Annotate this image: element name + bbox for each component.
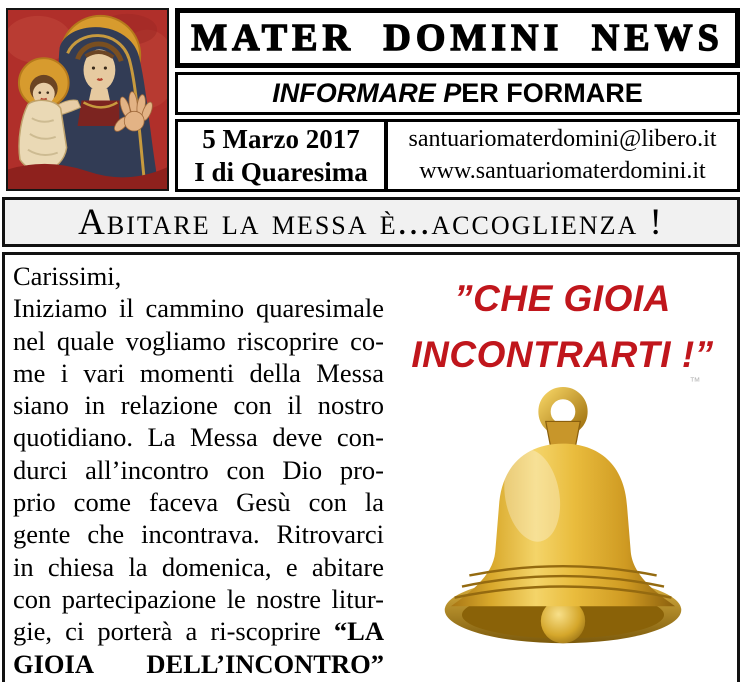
callout-text <box>388 271 737 382</box>
madonna-and-child-image <box>6 8 169 191</box>
article-line: durci all’incontro con Dio pro- <box>13 454 384 485</box>
article-line: quotidiano. La Messa deve con- <box>13 422 384 453</box>
right-column <box>388 255 737 682</box>
issue-date-cell <box>178 122 388 189</box>
headline-banner <box>2 197 740 247</box>
motto-regular-part: ER FORMARE <box>461 78 643 108</box>
article-line: me i vari momenti della Messa <box>13 357 384 388</box>
bell-image-wrap <box>409 376 717 658</box>
article-line: nel quale vogliamo riscoprire co- <box>13 325 384 356</box>
article-line: gente che incontrava. Ritrovarci <box>13 519 384 550</box>
article-line: siano in relazione con il nostro <box>13 390 384 421</box>
newsletter-title: MATER DOMINI NEWS <box>191 17 724 59</box>
liturgical-week: I di Quaresima <box>194 156 368 187</box>
article-line: con partecipazione le nostre litur- <box>13 583 384 614</box>
motto-italic-part: INFORMARE P <box>272 78 462 108</box>
article-section <box>2 252 740 682</box>
article-line: prio come faceva Gesù con la <box>13 487 384 518</box>
issue-info-row <box>175 119 740 192</box>
email-text: santuariomaterdomini@libero.it <box>408 126 717 153</box>
article-line: gie, ci porterà a ri-scoprire “LA <box>13 616 384 647</box>
contact-cell <box>388 122 737 189</box>
article-text <box>5 255 388 682</box>
article-line: in chiesa la domenica, e abitare <box>13 551 384 582</box>
header <box>0 0 743 192</box>
header-right <box>175 8 740 192</box>
newsletter-title-box <box>175 8 740 68</box>
website-text: www.santuariomaterdomini.it <box>419 157 706 184</box>
article-line: Carissimi, <box>13 261 122 291</box>
motto-box <box>175 72 740 115</box>
watermark-mark: ™ <box>689 376 701 388</box>
article-line: GIOIA DELL’INCONTRO” <box>13 648 384 679</box>
article-line: Iniziamo il cammino quaresimale <box>13 293 384 324</box>
callout-line-1: ”CHE GIOIA <box>454 278 671 319</box>
golden-bell-image <box>409 382 717 658</box>
madonna-painting-graphic <box>8 10 167 189</box>
issue-date: 5 Marzo 2017 <box>202 123 360 154</box>
callout-line-2: INCONTRARTI !” <box>411 333 714 375</box>
headline-text: Abitare la messa è...accoglienza ! <box>78 201 664 243</box>
